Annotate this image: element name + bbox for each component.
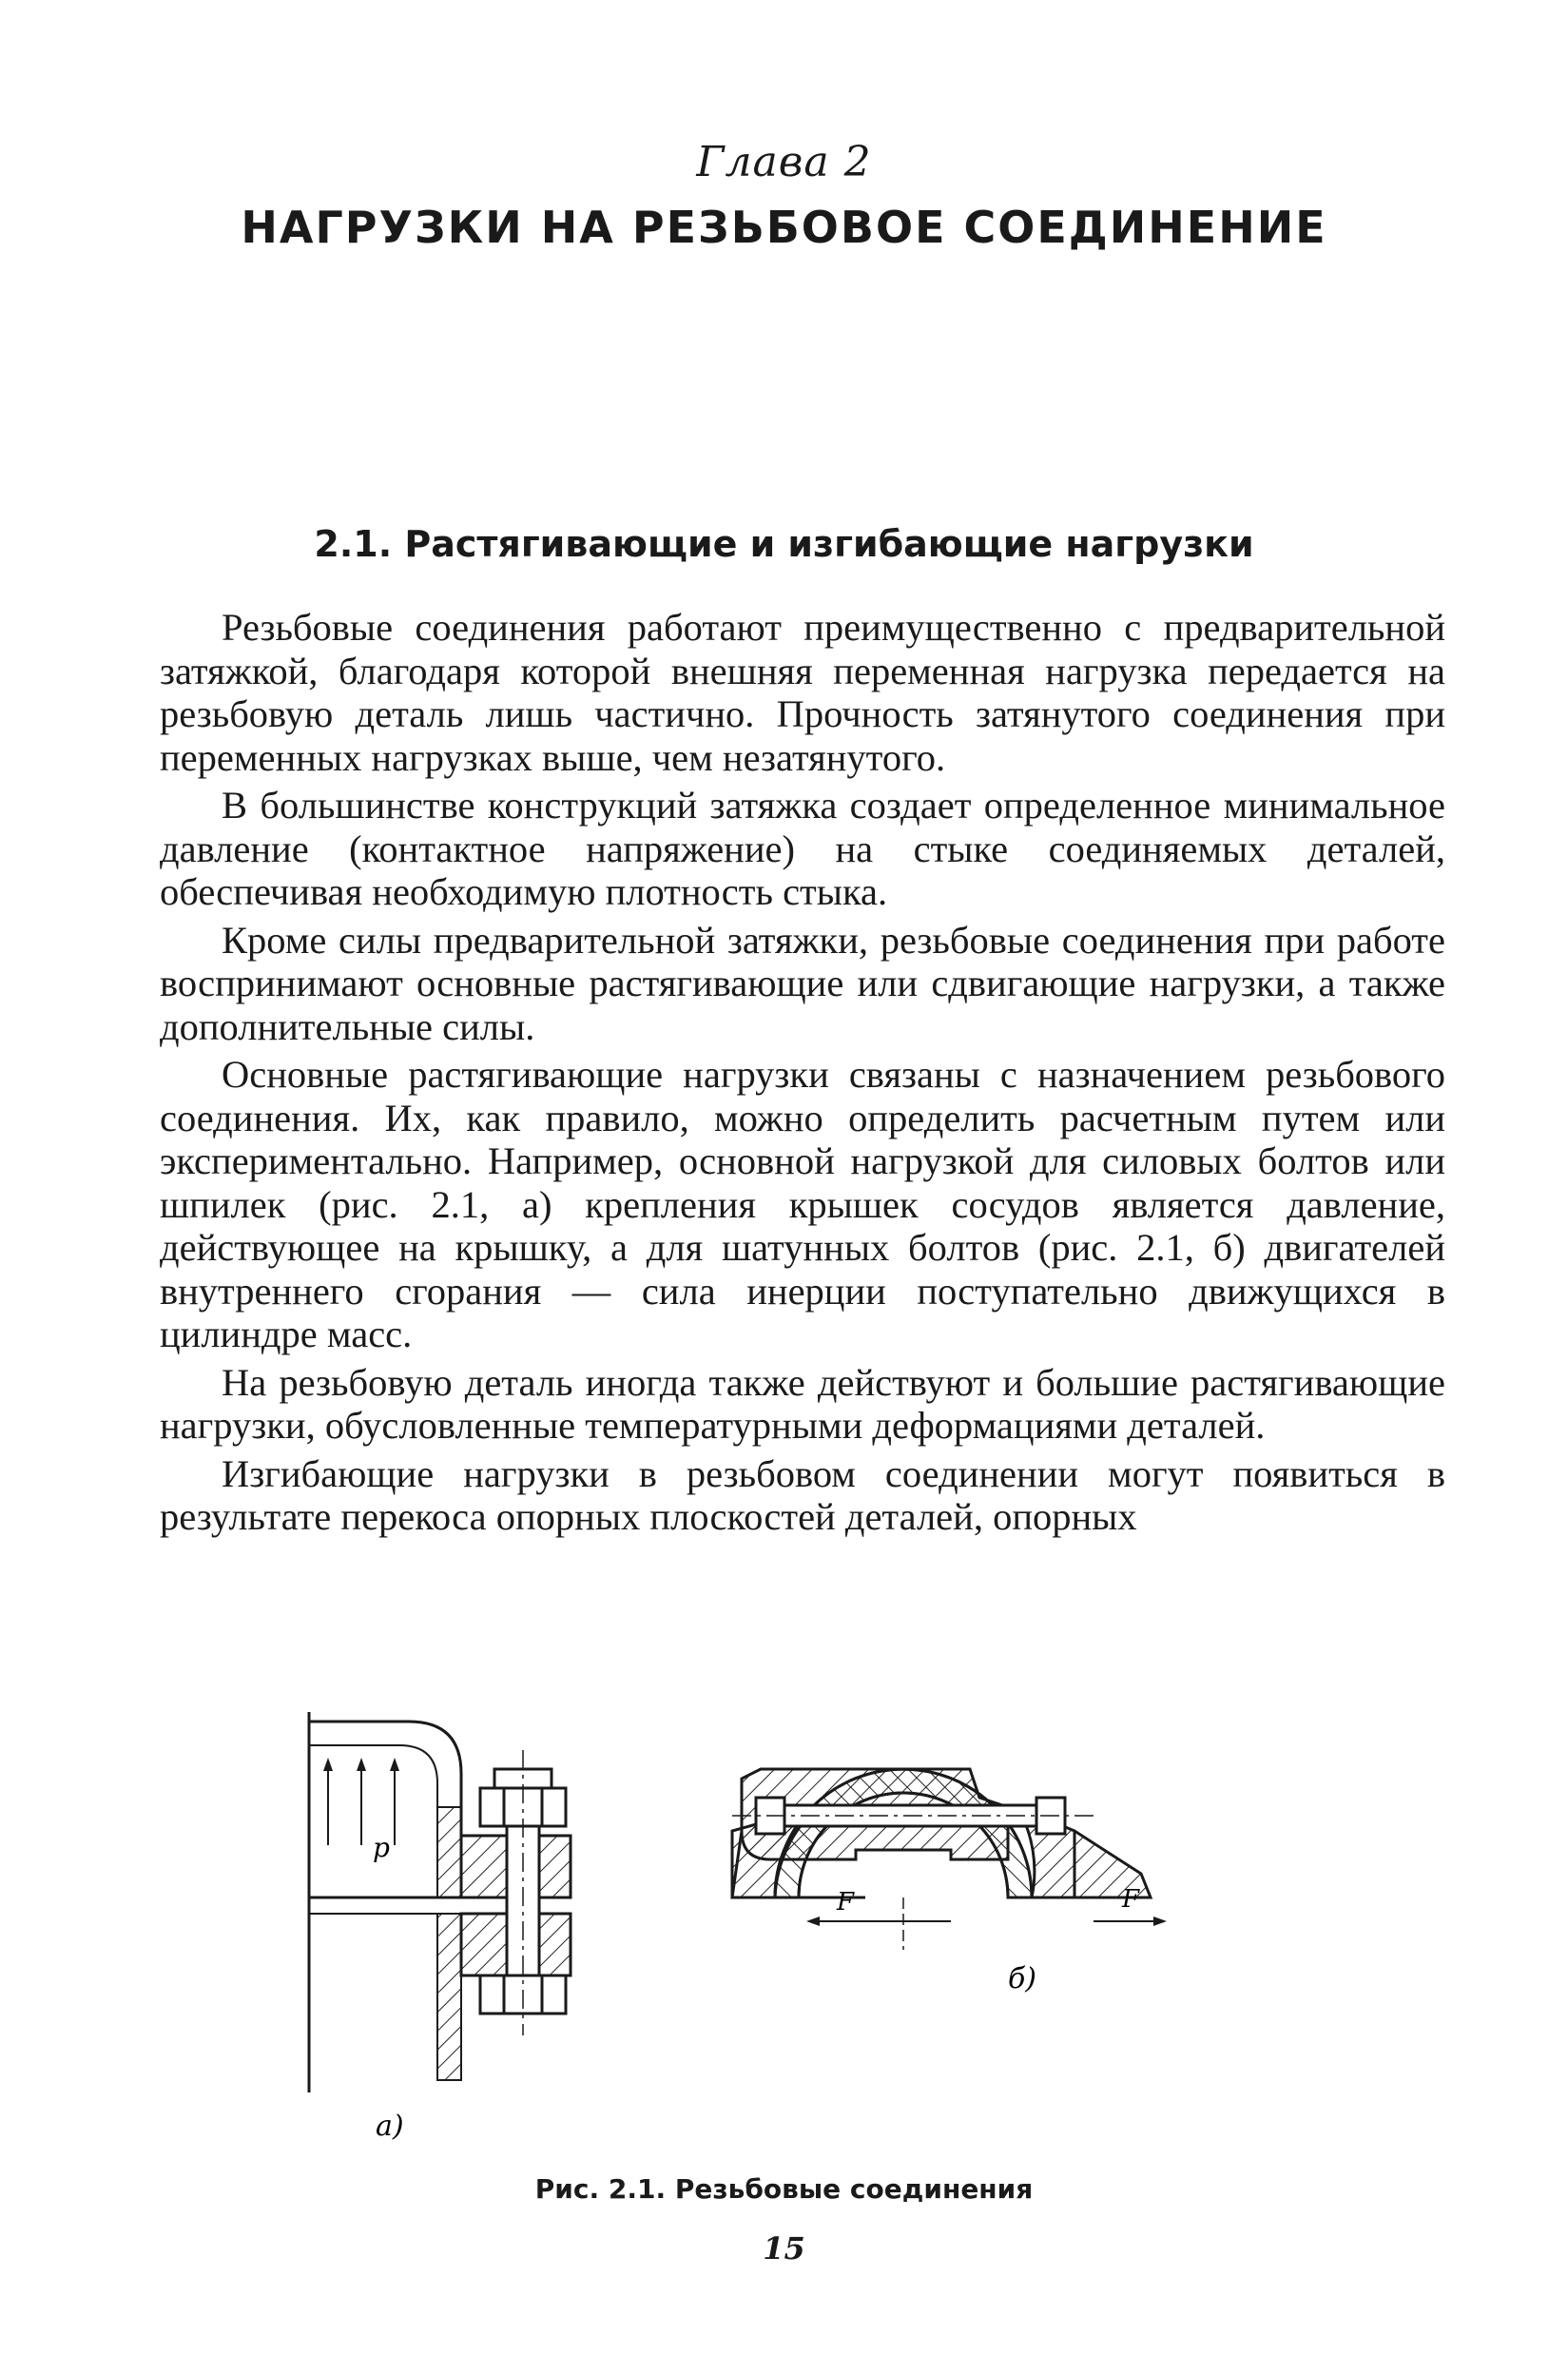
figure-label-a: а) [376,2110,404,2143]
section-title: 2.1. Растягивающие и изгибающие нагрузки [314,523,1254,565]
paragraph: Кроме силы предварительной затяжки, резьбовые соединения при работе воспринимают основные растягивающие или сдвигающие нагрузки, а также дополнительные силы. [160,918,1445,1048]
page-number: 15 [763,2230,805,2267]
figure-b-connecting-rod [732,1769,1167,1950]
paragraph: В большинстве конструкций затяжка создает определенное минимальное давление (контактное напряжение) на стыке соединяемых деталей, обеспечивая необходимую плотность стыка. [160,784,1445,913]
figure-a-vessel-cover [309,1712,571,2092]
chapter-title: НАГРУЗКИ НА РЕЗЬБОВОЕ СОЕДИНЕНИЕ [241,202,1327,253]
pressure-label: p [373,1832,390,1863]
paragraph: Изгибающие нагрузки в резьбовом соединении могут появиться в результате перекоса опорных плоскостей деталей, опорных [160,1451,1445,1538]
body-text [160,606,1445,1544]
paragraph: Резьбовые соединения работают преимущественно с предварительной затяжкой, благодаря которой внешняя переменная нагрузка передается на резьбовую деталь лишь частично. Прочность затянутого соединения при переменных нагрузках выше, чем незатянутого. [160,606,1445,779]
force-label-right: F [1122,1885,1140,1914]
chapter-label: Глава 2 [696,138,872,186]
force-label-left: F [837,1888,855,1917]
figure-threaded-joints [285,1693,1341,2169]
paragraph: На резьбовую деталь иногда также действуют и большие растягивающие нагрузки, обусловленные температурными деформациями деталей. [160,1360,1445,1447]
figure-label-b: б) [1008,1962,1037,1995]
paragraph: Основные растягивающие нагрузки связаны с назначением резьбового соединения. Их, как правило, можно определить расчетным путем или экспериментально. Например, основной нагрузкой для силовых болтов или шпилек (рис. 2.1, а) крепления крышек сосудов является давление, действующее на крышку, а для шатунных болтов (рис. 2.1, б) двигателей внутреннего сгорания — сила инерции поступательно движущихся в цилиндре масс. [160,1053,1445,1355]
figure-caption: Рис. 2.1. Резьбовые соединения [534,2173,1034,2205]
